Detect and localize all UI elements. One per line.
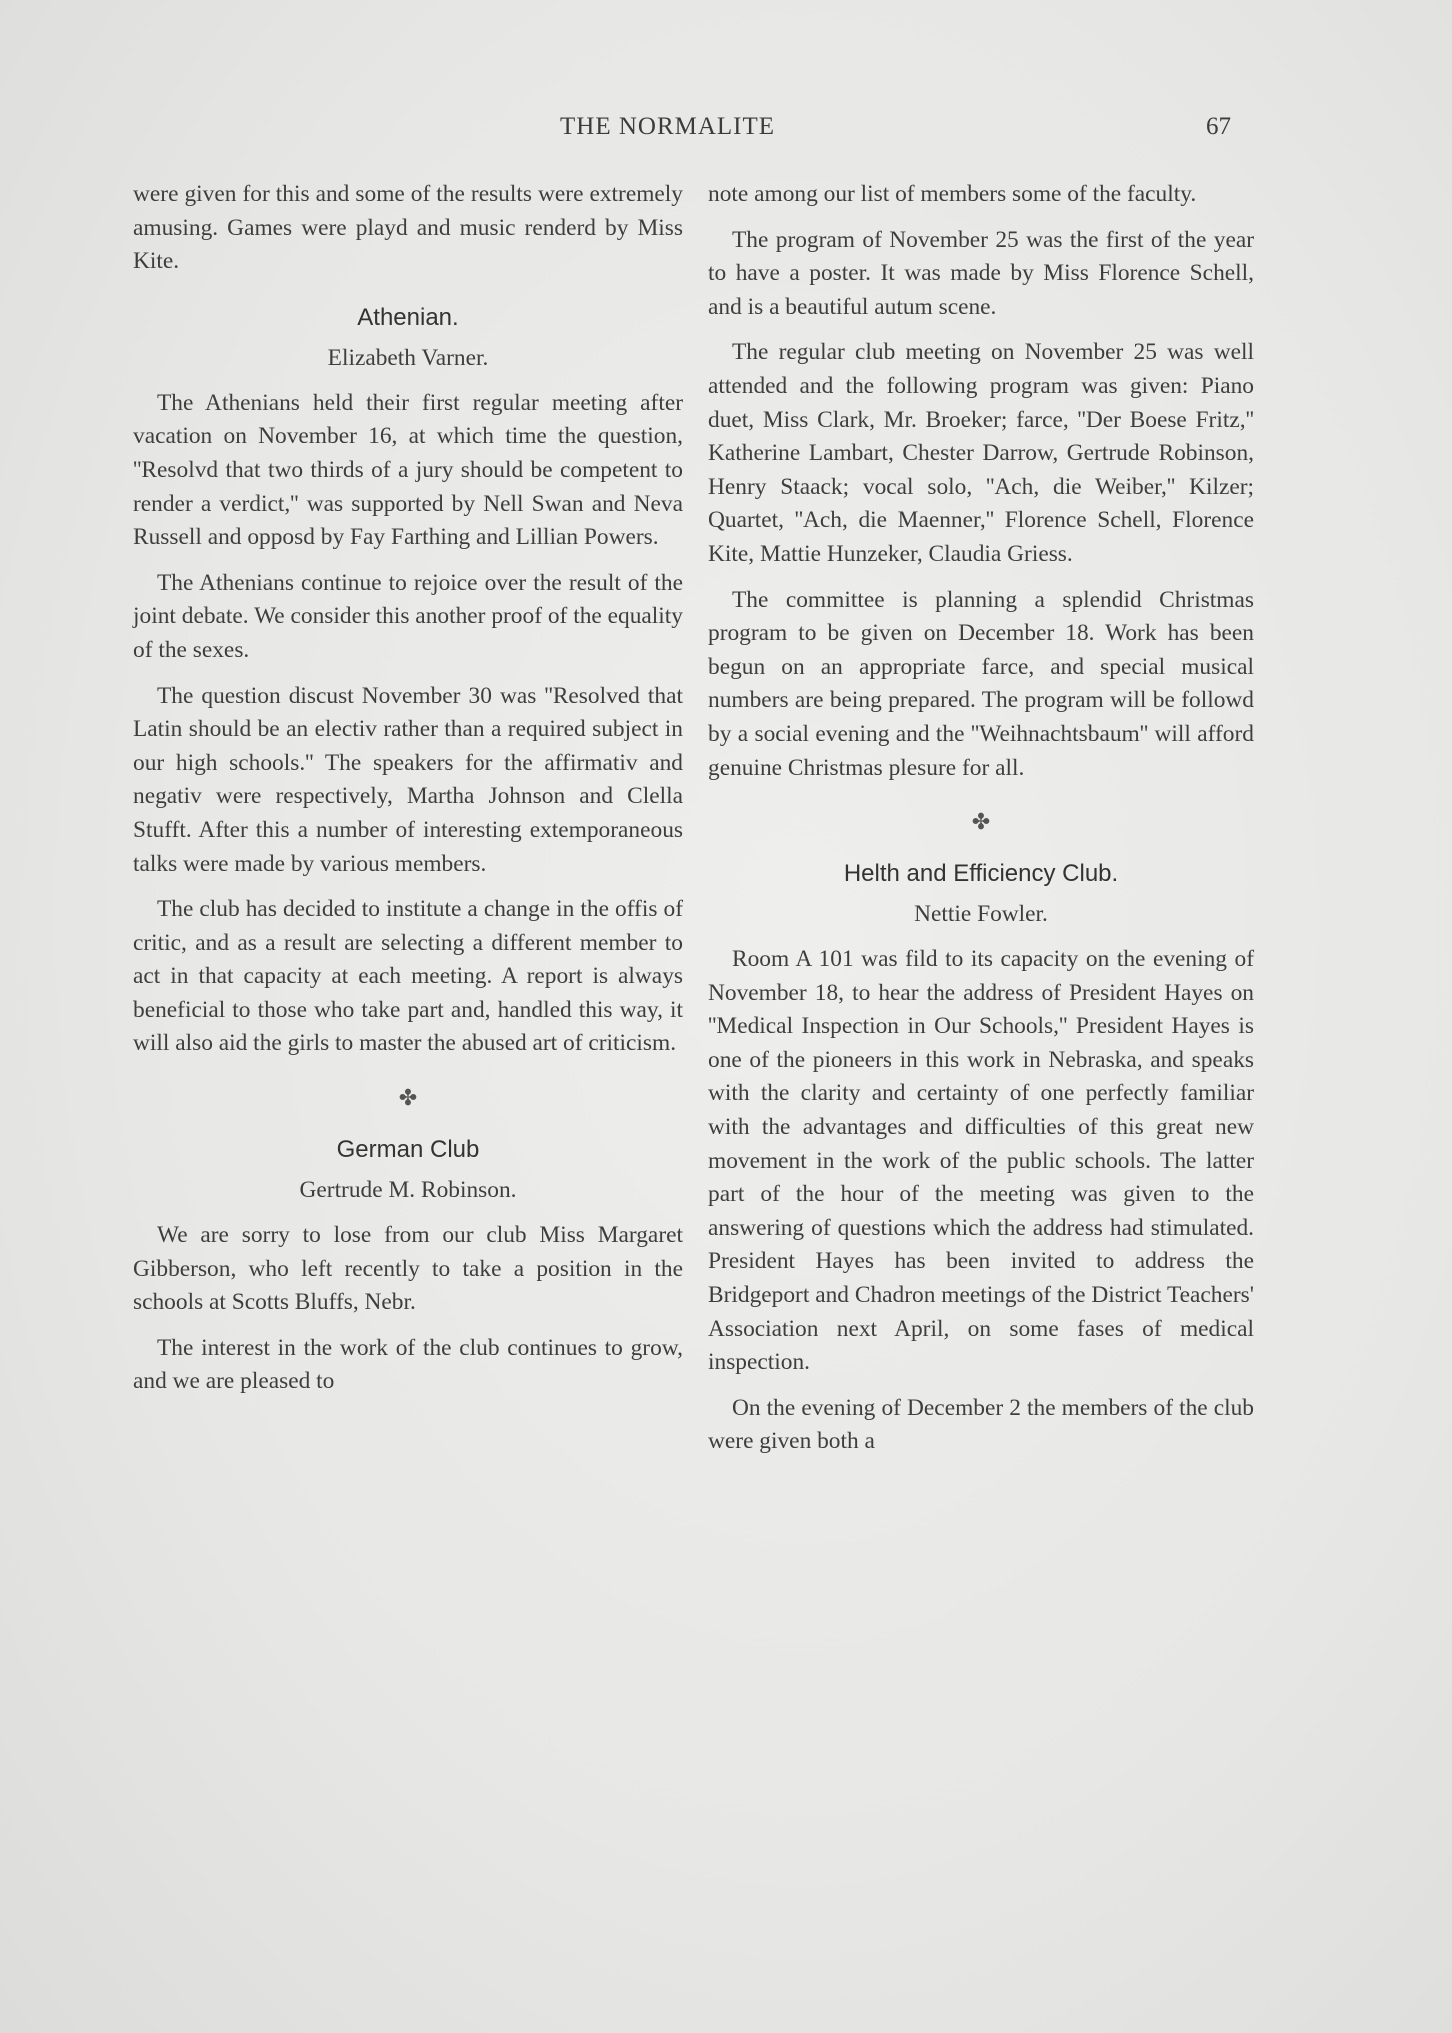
german-club-section-author: Gertrude M. Robinson. bbox=[299, 1177, 517, 1204]
athenian-paragraph-4: The club has decided to institute a change in the offis of critic, and as a result are selecting a different member to act in that capacity at each meeting. A report is always beneficial to those who take part and, handled this way, it will also aid the girls to master the abused art of criticism. bbox=[133, 896, 683, 1057]
german-club-section-title: German Club bbox=[336, 1136, 480, 1164]
german-club-continued-paragraph-4: The committee is planning a splendid Christmas program to be given on December 18. Work has been begun on an appropriate farce, and special musical numbers are being prepared. The program will be followd by a social evening and the ''Weihnachtsbaum'' will afford genuine Christmas plesure for all. bbox=[708, 586, 1254, 781]
german-club-continued-paragraph-3: The regular club meeting on November 25 was well attended and the following program was given: Piano duet, Miss Clark, Mr. Broeker; farce, ''Der Boese Fritz,'' Katherine Lambart, Chester Darrow, Gertrude Robinson, Henry Staack; vocal solo, ''Ach, die Weiber,'' Kilzer; Quartet, ''Ach, die Maenner,'' Florence Schell, Florence Kite, Mattie Hunzeker, Claudia Griess. bbox=[708, 339, 1254, 567]
right-column bbox=[708, 178, 1254, 1459]
athenian-paragraph-3: The question discust November 30 was ''Resolved that Latin should be an electiv rather than a required subject in our high schools.'' The speakers for the affirmativ and negativ were respectively, Martha Johnson and Clella Stufft. After this a number of interesting extemporaneous talks were made by various members. bbox=[133, 682, 683, 877]
german-club-continued-paragraph-1: note among our list of members some of the faculty. bbox=[708, 181, 1197, 207]
section-divider-ornament: ✤ bbox=[971, 809, 991, 835]
athenian-paragraph-1: The Athenians held their first regular meeting after vacation on November 16, at which time the question, ''Resolvd that two thirds of a jury should be competent to render a verdict,'' was supported by Nell Swan and Neva Russell and opposd by Fay Farthing and Lillian Powers. bbox=[133, 389, 683, 551]
helth-club-paragraph-2: On the evening of December 2 the members of the club were given both a bbox=[708, 1394, 1254, 1455]
helth-club-section-title: Helth and Efficiency Club. bbox=[843, 860, 1119, 888]
helth-club-paragraph-1: Room A 101 was fild to its capacity on the evening of November 18, to hear the address of President Hayes on ''Medical Inspection in Our Schools,'' President Hayes is one of the pioneers in this work in Nebraska, and speaks with the clarity and certainty of one perfectly familiar with the advantages and difficulties of this great new movement in the work of the public schools. The latter part of the hour of the meeting was given to the answering of questions which the address had stimulated. President Hayes has been invited to address the Bridgeport and Chadron meetings of the District Teachers' Association next April, on some fases of medical inspection. bbox=[708, 946, 1254, 1376]
athenian-section-title: Athenian. bbox=[357, 303, 459, 331]
german-club-paragraph-2: The interest in the work of the club continues to grow, and we are pleased to bbox=[133, 1334, 683, 1395]
intro-paragraph: were given for this and some of the results were extremely amusing. Games were playd and music renderd by Miss Kite. bbox=[133, 181, 683, 275]
page-header-title: THE NORMALITE bbox=[560, 113, 776, 140]
german-club-paragraph-1: We are sorry to lose from our club Miss Margaret Gibberson, who left recently to take a position in the schools at Scotts Bluffs, Nebr. bbox=[133, 1222, 683, 1316]
athenian-section-author: Elizabeth Varner. bbox=[327, 344, 489, 371]
german-club-continued-paragraph-2: The program of November 25 was the first of the year to have a poster. It was made by Miss Florence Schell, and is a beautiful autum scene. bbox=[708, 226, 1254, 320]
page-number: 67 bbox=[1206, 113, 1231, 140]
section-divider-ornament: ✤ bbox=[398, 1085, 418, 1111]
left-column bbox=[133, 178, 683, 1399]
athenian-paragraph-2: The Athenians continue to rejoice over the result of the joint debate. We consider this another proof of the equality of the sexes. bbox=[133, 569, 683, 663]
helth-club-section-author: Nettie Fowler. bbox=[914, 901, 1048, 928]
